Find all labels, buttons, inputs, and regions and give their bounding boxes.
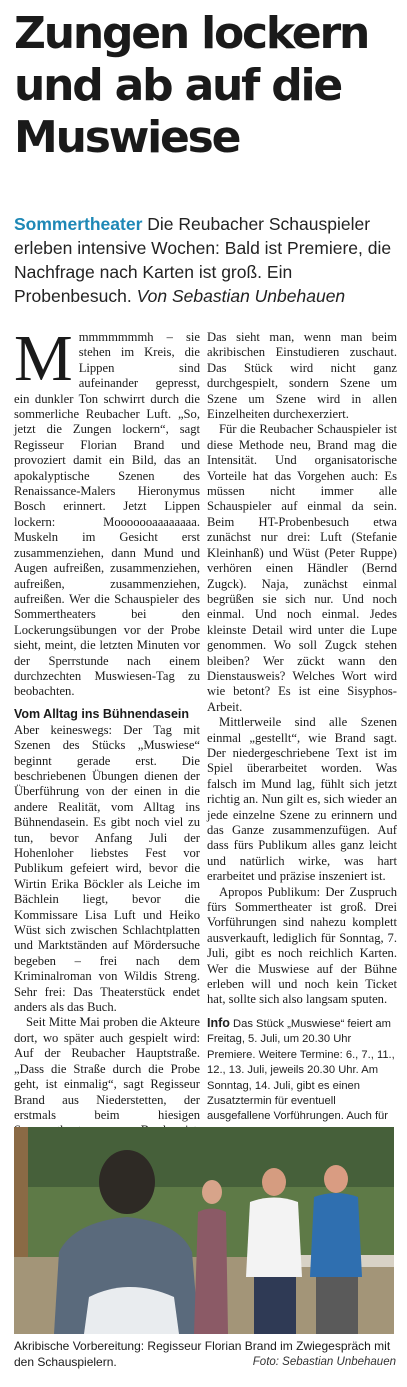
paragraph: Apropos Publikum: Der Zuspruch fürs Sommertheater ist groß. Drei Vorführungen sind nahezu komplett ausverkauft, lediglich für Sonntag, 7. Juli, gibt es noch reichlich Karten. Wer die Muswiese auf der Bühne erleben will und noch kein Ticket hat, sollte sich also langsam sputen. bbox=[207, 884, 397, 1007]
photo-caption bbox=[14, 1338, 396, 1370]
text-column-left bbox=[14, 322, 200, 1231]
article-lead bbox=[14, 212, 400, 308]
subheading: Vom Alltag ins Bühnendasein bbox=[14, 706, 190, 721]
paragraph: Für die Reubacher Schauspieler ist diese Methode neu, Brand mag die Intensität. Und organisatorische Vorteile hat das Vorgehen auch: Es müssen nicht immer alle Schauspieler auf einmal da sein. Beim HT-Probenbesuch etwa zunächst nur drei: Luft (Stefanie Kleinhanß) und Wüst (Peter Ruppe) verhören einen Händler (Bernd Zugck). Naja, zunächst einmal begrüßen sie sich nur. Und noch einmal. Und noch einmal. Jedes kleinste Detail wird unter die Lupe genommen. Wo soll Zugck stehen bleiben? Wer zückt wann den Dienstausweis? Welches Wort wird wie betont? Es ist eine Sisyphos-Arbeit. bbox=[207, 422, 397, 714]
text-column-right bbox=[207, 330, 397, 1217]
lead-text: Die Reubacher Schauspieler erleben intensive Wochen: Bald ist Premiere, die Nachfrage nach Karten ist groß. Ein Probenbesuch. bbox=[14, 214, 392, 306]
rehearsal-photo bbox=[14, 1127, 394, 1334]
photo-credit: Foto: Sebastian Unbehauen bbox=[252, 1356, 396, 1368]
info-text: Das Stück „Muswiese“ feiert am Freitag, 5. Juli, um 20.30 Uhr Premiere. Weitere Termine: 6., 7., 11., 12., 13. Juli, jeweils 20.30 Uhr. Am Sonntag, 14. Juli, gibt es einen Zusatztermin für eventuell ausgefallene Vorführungen. Auch für bbox=[207, 1017, 395, 1123]
paragraph-intro bbox=[14, 322, 200, 700]
paragraph-intro-text: mmmmmmmh – sie stehen im Kreis, die Lippen sind aufeinander gepresst, ein dunkler Ton schwirrt durch die sommerliche Reubacher Luft. „So, jetzt die Zungen lockern“, sagt Regisseur Florian Brand und provoziert damit ein Bild, das an apokalyptische Szenen des Renaissance-Malers Hieronymus Bosch erinnert. Jetzt Lippen lockern: Mooooooaaaaaaaa. Muskeln im Gesicht erst zusammenziehen, dann Mund und Augen aufreißen, zusammenziehen, aufreißen, zusammenziehen, aufreißen. Wer die Schauspieler des Sommertheaters bei den Lockerungsübungen vor der Probe sieht, meint, die letzten Minuten vor der Sperrstunde nach einem durchzechten Muswiesen-Tag zu beobachten. bbox=[14, 330, 200, 699]
info-label: Info bbox=[207, 1015, 230, 1030]
lead-kicker: Sommertheater bbox=[14, 214, 143, 234]
caption-text: Akribische Vorbereitung: Regisseur Florian Brand im Zwiegespräch mit den Schauspielern. bbox=[14, 1339, 391, 1369]
paragraph: Seit Mitte Mai proben die Akteure dort, wo später auch gespielt wird: Auf der Reubacher Hauptstraße. „Dass die Straße durch die Probe geht, ist einmalig“, sagt Regisseur Brand aus Niederstetten, der erstmals beim hiesigen bbox=[14, 1015, 200, 1122]
headline: Zungen lockern und ab auf die Muswiese bbox=[14, 8, 369, 163]
paragraph: Mittlerweile sind alle Szenen einmal „gestellt“, wie Brand sagt. Der niedergeschriebene Text ist im Spiel überarbeitet worden. Was falsch im Mund lag, fühlt sich jetzt richtig an. Nun gilt es, sich wieder an jede einzelne Szene zu erinnern und das Ganze zusammenzufügen. Auf dass fürs Publikum alles ganz leicht und natürlich wirke, was hart erarbeitet und präzise inszeniert ist. bbox=[207, 715, 397, 884]
drop-cap: M bbox=[14, 322, 73, 395]
byline: Von Sebastian Unbehauen bbox=[136, 286, 346, 306]
paragraph: Das sieht man, wenn man beim akribischen Einstudieren zuschaut. Das Stück wird nicht ganz durchgespielt, sondern Szene um Szene um Szene wird in allen Einzelheiten durchexerziert. bbox=[207, 330, 397, 422]
paragraph: Aber keineswegs: Der Tag mit Szenen des Stücks „Muswiese“ beginnt gerade erst. Die beschriebenen Übungen dienen der Überführung von der einen in die andere Realität, vom Alltag ins Bühnendasein. Es gibt noch viel zu tun, bevor Anfang Juli der Hohenloher liebstes Fest vor Publikum gefeiert wird, bevor die Wirtin Erika Böckler als Leiche im Bächlein liegt, bevor die Kommissare Lisa Luft und Heiko Wüst sich zwischen Schlachtplatten und Marktständen auf Mördersuche begeben – frei nach dem Kriminalroman von Wildis Streng. Sehr frei: Das Theaterstück endet anders als das Buch. bbox=[14, 722, 200, 1015]
rehearsal-photo-illustration bbox=[14, 1127, 394, 1334]
